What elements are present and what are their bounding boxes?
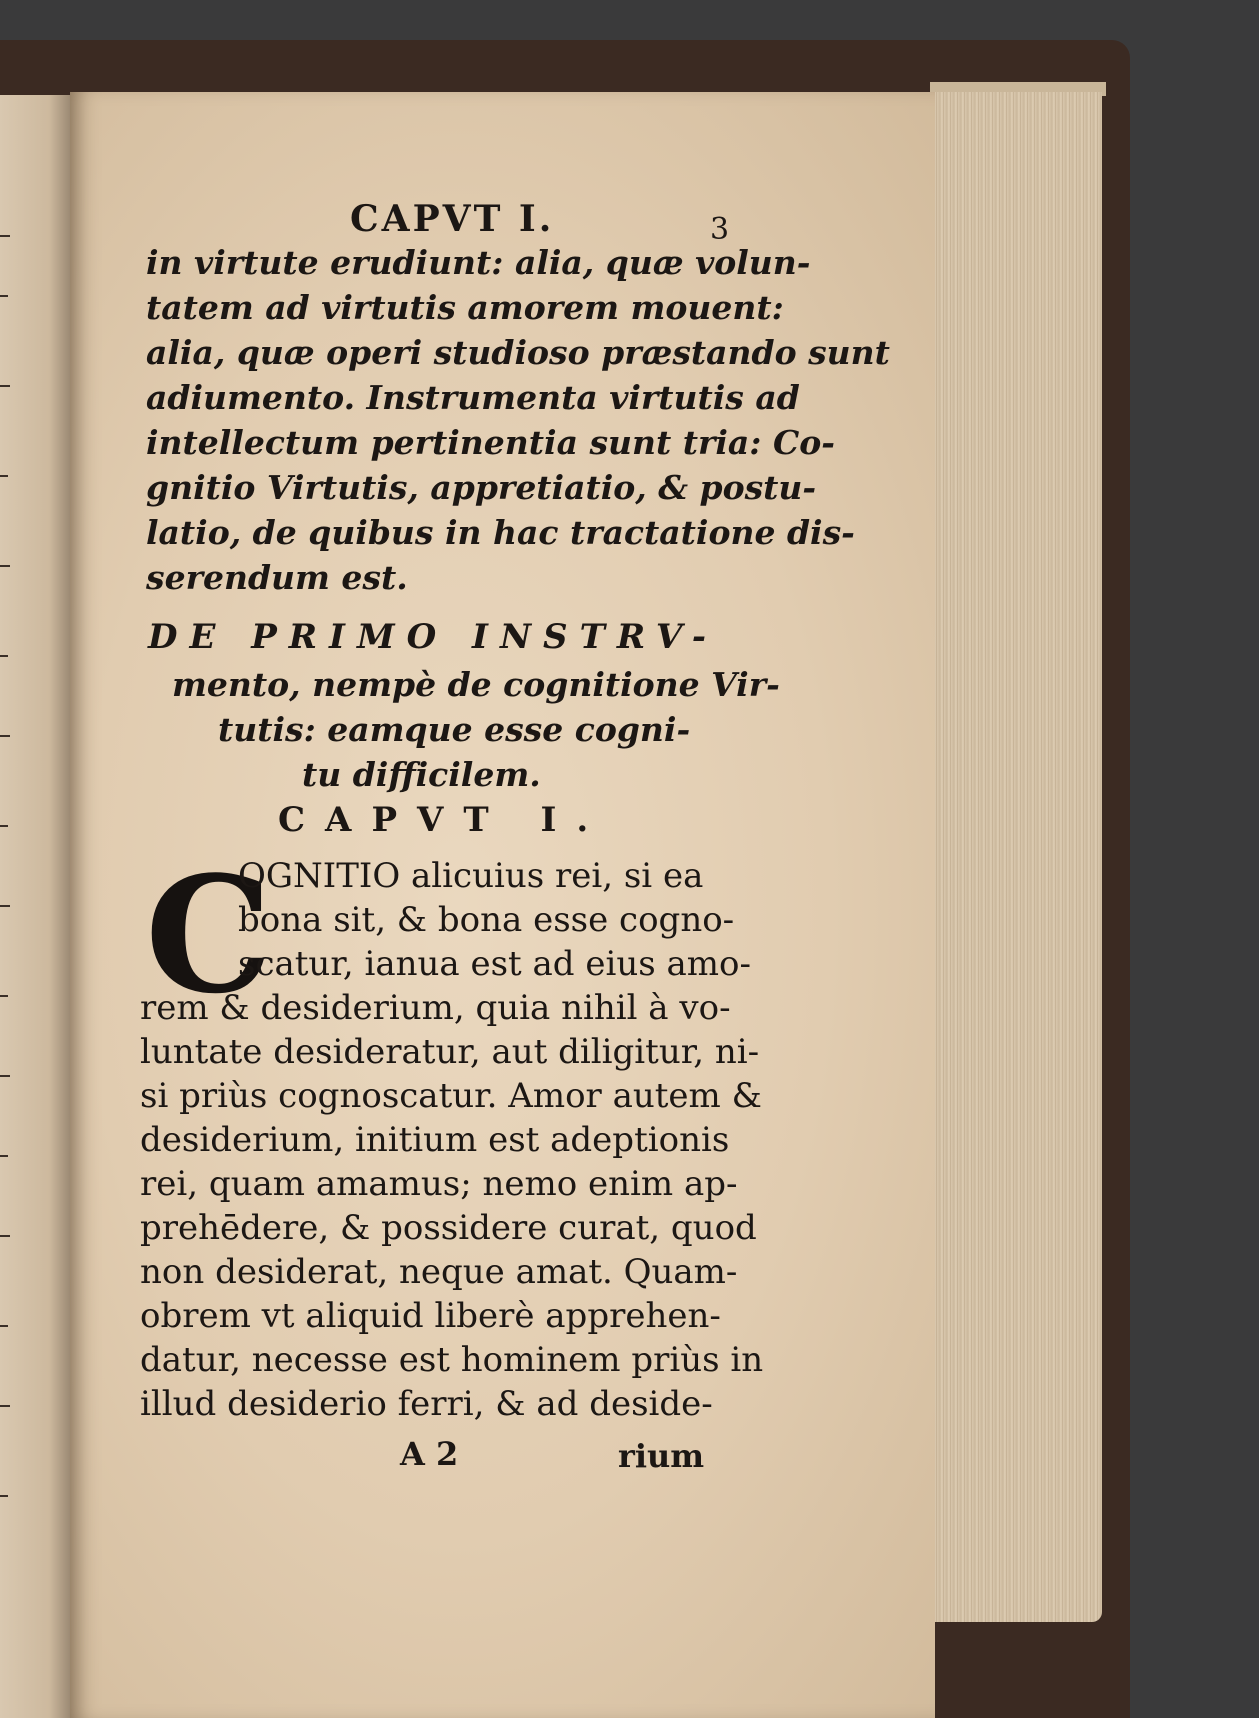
text-line: prehēdere, & possidere curat, quod (140, 1208, 757, 1248)
text-line: non desiderat, neque amat. Quam- (140, 1252, 738, 1292)
text-line: in virtute erudiunt: alia, quæ volun- (146, 243, 811, 282)
text-line: rem & desiderium, quia nihil à vo- (140, 988, 731, 1028)
text-line: intellectum pertinentia sunt tria: Co- (146, 423, 835, 462)
chapter-title: CAPVT I. (278, 800, 609, 840)
drop-cap: C (145, 841, 273, 1029)
page-block-edges (930, 92, 1102, 1622)
text-line: rei, quam amamus; nemo enim ap- (140, 1164, 738, 1204)
text-line: illud desiderio ferri, & ad deside- (140, 1384, 713, 1424)
text-line: latio, de quibus in hac tractatione dis- (146, 513, 855, 552)
text-line: luntate desideratur, aut diligitur, ni- (140, 1032, 760, 1072)
text-line: tatem ad virtutis amorem mouent: (146, 288, 784, 327)
text-line: adiumento. Instrumenta virtutis ad (146, 378, 800, 417)
facing-page-edge (0, 95, 70, 1718)
page-number: 3 (710, 212, 730, 247)
section-heading-line: tu difficilem. (302, 755, 541, 794)
section-heading: DE PRIMO INSTRV- (148, 617, 718, 657)
signature-mark: A 2 (400, 1435, 459, 1473)
text-line: serendum est. (146, 558, 408, 597)
text-line: datur, necesse est hominem priùs in (140, 1340, 764, 1380)
text-line: si priùs cognoscatur. Amor autem & (140, 1076, 762, 1116)
text-line: obrem vt aliquid liberè apprehen- (140, 1296, 721, 1336)
section-heading-line: mento, nempè de cognitione Vir- (172, 665, 780, 704)
running-head: CAPVT I. (350, 198, 555, 240)
catchword: rium (618, 1437, 705, 1475)
text-line: desiderium, initium est adeptionis (140, 1120, 730, 1160)
text-line: OGNITIO alicuius rei, si ea (238, 856, 704, 896)
text-line: scatur, ianua est ad eius amo- (238, 944, 751, 984)
section-heading-line: tutis: eamque esse cogni- (218, 710, 691, 749)
text-line: bona sit, & bona esse cogno- (238, 900, 735, 940)
text-line: gnitio Virtutis, appretiatio, & postu- (146, 468, 817, 507)
text-line: alia, quæ operi studioso præstando sunt (146, 333, 890, 372)
